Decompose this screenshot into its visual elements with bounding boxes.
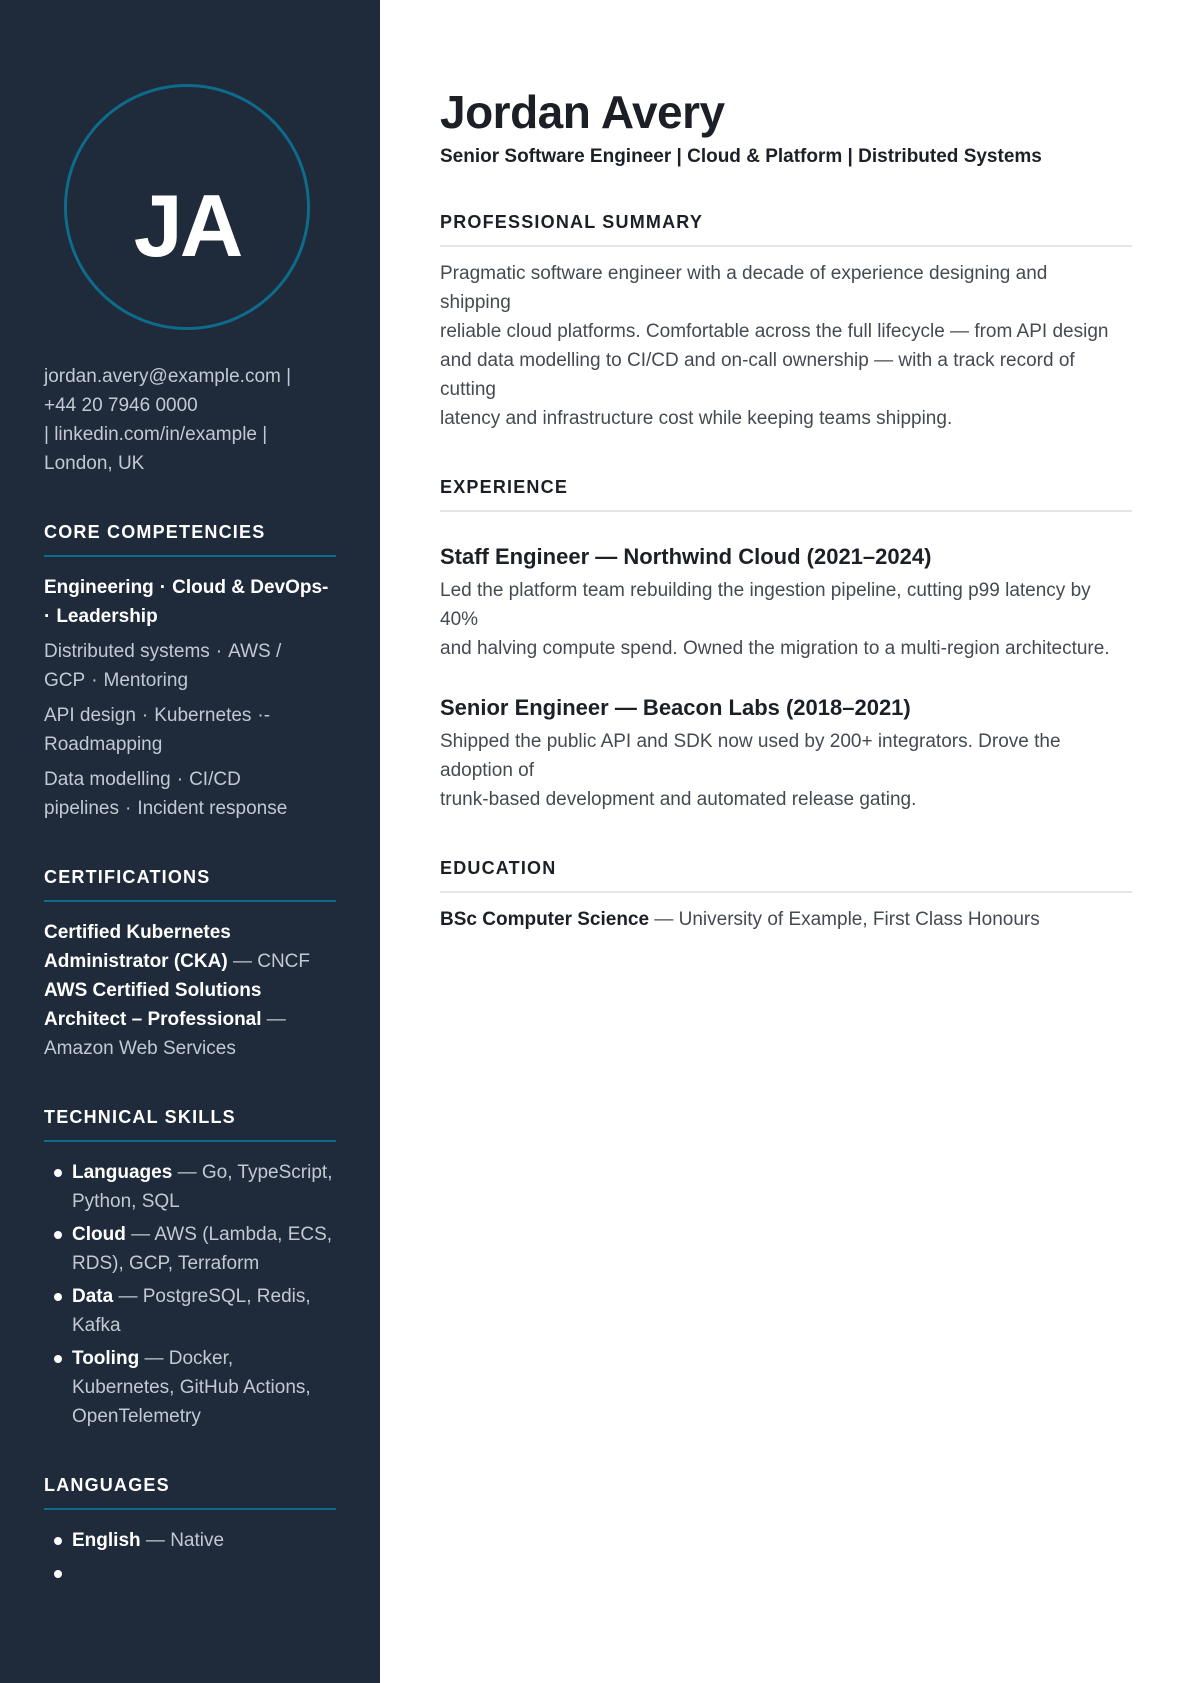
job-line: Led the platform team rebuilding the ingestion pipeline, cutting p99 latency by	[440, 580, 1091, 601]
competencies-row: Distributed systems · AWS / GCP · Mentoring	[44, 641, 282, 691]
skill-value: PostgreSQL, Redis, Kafka	[72, 1286, 311, 1336]
summary-line: cutting	[440, 379, 496, 400]
education-degree: BSc Computer Science	[440, 909, 650, 930]
competency-item: Mentoring	[103, 670, 189, 691]
contact-phone: +44 20 7946 0000	[44, 395, 198, 416]
education-detail: — University of Example, First Class Honours	[654, 909, 1040, 930]
competency-item: -	[263, 705, 271, 726]
certification-name: Certified Kubernetes Administrator (CKA)	[44, 922, 231, 972]
summary-line: latency and infrastructure cost while keeping teams shipping.	[440, 408, 953, 429]
avatar	[64, 84, 310, 330]
list-item: Languages — Go, TypeScript, Python, SQL	[44, 1158, 336, 1216]
job-description	[440, 576, 1132, 663]
job-line: adoption of	[440, 760, 535, 781]
summary-text	[440, 259, 1132, 433]
certification-item: AWS Certified Solutions Architect – Professional — Amazon Web Services	[44, 980, 286, 1059]
certifications-heading: CERTIFICATIONS	[44, 867, 336, 902]
competency-item: Data modelling	[44, 769, 171, 790]
job-entry	[440, 544, 1132, 663]
skill-value: Go, TypeScript, Python, SQL	[72, 1162, 333, 1212]
job-line: and halving compute spend. Owned the migration to a multi-region architecture.	[440, 638, 1110, 659]
certification-issuer: Amazon Web Services	[44, 1038, 236, 1059]
avatar-initials: JA	[133, 176, 241, 275]
education-entry	[440, 905, 1132, 934]
contact-info	[44, 362, 336, 478]
list-item: English — Native	[44, 1526, 336, 1555]
job-entry	[440, 695, 1132, 814]
technical-skills-heading: TECHNICAL SKILLS	[44, 1107, 336, 1142]
languages-list	[44, 1526, 336, 1588]
education-heading: EDUCATION	[440, 858, 1132, 893]
list-item: Data — PostgreSQL, Redis, Kafka	[44, 1282, 336, 1340]
contact-location: London, UK	[44, 453, 145, 474]
competencies-heading: CORE COMPETENCIES	[44, 522, 336, 557]
list-item: Tooling — Docker, Kubernetes, GitHub Actions, OpenTelemetry	[44, 1344, 336, 1431]
competency-item: AWS /	[228, 641, 282, 662]
competencies-row: Data modelling · CI/CD pipelines · Incident response	[44, 769, 288, 819]
candidate-name: Jordan Avery	[440, 86, 725, 138]
sidebar	[0, 0, 380, 1683]
competency-tag: Cloud & DevOps-	[172, 577, 329, 598]
competency-tag: Leadership	[56, 606, 158, 627]
certification-item: Certified Kubernetes Administrator (CKA) — CNCF	[44, 922, 311, 972]
competency-item: Incident response	[137, 798, 288, 819]
summary-line: shipping	[440, 292, 511, 313]
skill-label: Cloud	[72, 1224, 126, 1245]
summary-line: and data modelling to CI/CD and on-call ownership — with a track record of	[440, 350, 1075, 371]
language-label: English	[72, 1530, 141, 1551]
certification-issuer: CNCF	[257, 951, 311, 972]
job-line: Shipped the public API and SDK now used by 200+ integrators. Drove the	[440, 731, 1061, 752]
skill-value: AWS (Lambda, ECS, RDS), GCP, Terraform	[72, 1224, 333, 1274]
skill-label: Languages	[72, 1162, 173, 1183]
competency-item: GCP	[44, 670, 86, 691]
candidate-headline: Senior Software Engineer | Cloud & Platform | Distributed Systems	[440, 146, 1042, 167]
skill-label: Tooling	[72, 1348, 140, 1369]
list-item: Cloud — AWS (Lambda, ECS, RDS), GCP, Terraform	[44, 1220, 336, 1278]
language-level: Native	[170, 1530, 225, 1551]
summary-heading: PROFESSIONAL SUMMARY	[440, 212, 1132, 247]
skill-value: Docker, Kubernetes, GitHub Actions, OpenTelemetry	[72, 1348, 311, 1427]
experience-heading: EXPERIENCE	[440, 477, 1132, 512]
main-content	[440, 84, 1132, 934]
list-item-empty	[44, 1559, 336, 1588]
job-line: trunk-based development and automated release gating.	[440, 789, 917, 810]
competency-item: Distributed systems	[44, 641, 210, 662]
languages-heading: LANGUAGES	[44, 1475, 336, 1510]
job-title: Senior Engineer — Beacon Labs (2018–2021)	[440, 695, 911, 720]
competency-item: Roadmapping	[44, 734, 163, 755]
job-description	[440, 727, 1132, 814]
contact-email: jordan.avery@example.com |	[44, 366, 292, 387]
competencies-primary: Engineering · Cloud & DevOps- · Leadership	[44, 577, 329, 627]
competency-item: Kubernetes	[154, 705, 252, 726]
competency-item: CI/CD	[189, 769, 241, 790]
technical-skills-list	[44, 1158, 336, 1431]
job-line: 40%	[440, 609, 479, 630]
contact-linkedin: | linkedin.com/in/example |	[44, 424, 268, 445]
competency-item: pipelines	[44, 798, 119, 819]
competency-item: API design	[44, 705, 136, 726]
summary-line: Pragmatic software engineer with a decade of experience designing and	[440, 263, 1048, 284]
skill-label: Data	[72, 1286, 114, 1307]
job-title: Staff Engineer — Northwind Cloud (2021–2024)	[440, 544, 932, 569]
competencies-row: API design · Kubernetes ·- Roadmapping	[44, 705, 271, 755]
certification-name: AWS Certified Solutions Architect – Professional	[44, 980, 262, 1030]
competency-tag: Engineering	[44, 577, 154, 598]
summary-line: reliable cloud platforms. Comfortable across the full lifecycle — from API design	[440, 321, 1109, 342]
